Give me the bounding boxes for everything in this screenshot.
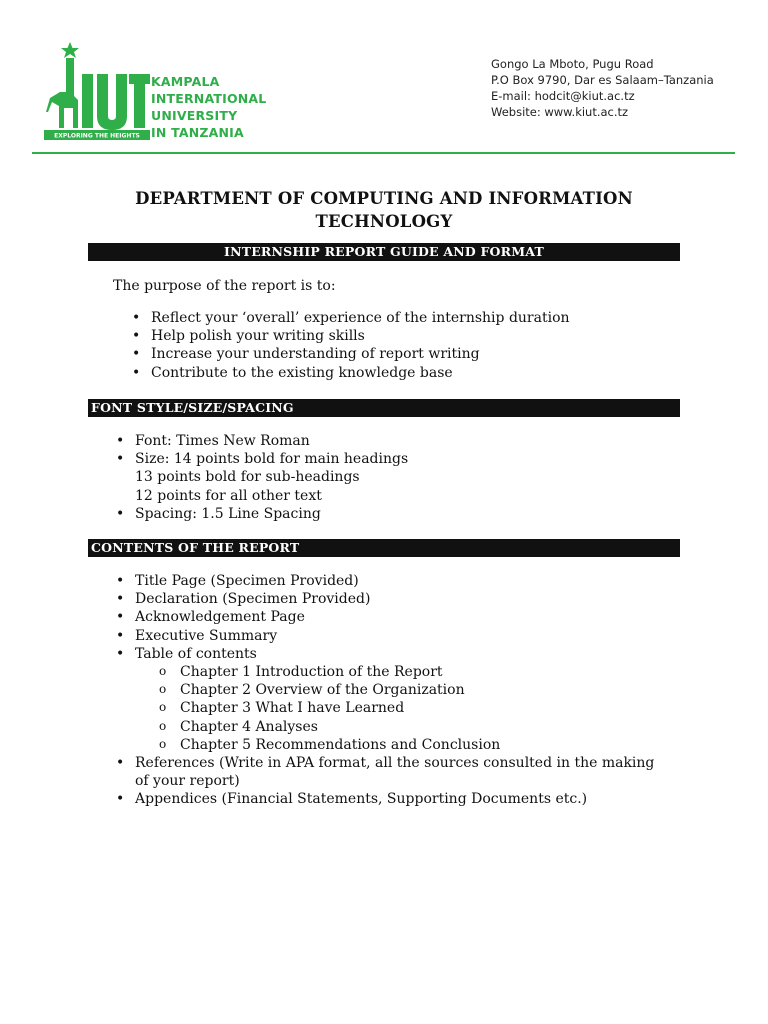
address-po-box: P.O Box 9790, Dar es Salaam–Tanzania [491,73,714,87]
font-list [112,432,408,523]
chapter-item: o Chapter 5 Recommendations and Conclusion [112,736,654,754]
list-item: • Executive Summary [112,627,654,645]
address-email: E-mail: hodcit@kiut.ac.tz [491,89,635,103]
section-heading-font: FONT STYLE/SIZE/SPACING [88,399,680,417]
list-item: • Title Page (Specimen Provided) [112,572,654,590]
section-heading-guide: INTERNSHIP REPORT GUIDE AND FORMAT [88,243,680,261]
chapter-item: o Chapter 1 Introduction of the Report [112,663,654,681]
logo-tagline: EXPLORING THE HEIGHTS [54,132,140,140]
list-item: • Declaration (Specimen Provided) [112,590,654,608]
department-title [100,187,668,233]
chapter-item: o Chapter 4 Analyses [112,718,654,736]
list-item-continuation: 12 points for all other text [135,487,322,504]
list-item: • Size: 14 points bold for main headings [112,450,408,468]
giraffe-logo-icon [44,40,150,140]
purpose-intro: The purpose of the report is to: [113,278,336,294]
list-item: • Contribute to the existing knowledge base [128,364,570,382]
department-title-line: TECHNOLOGY [315,212,453,231]
list-item: • References (Write in APA format, all the sources consulted in the making [112,754,654,772]
address-street: Gongo La Mboto, Pugu Road [491,57,654,71]
department-title-line: DEPARTMENT OF COMPUTING AND INFORMATION [135,189,633,208]
university-name-line: IN TANZANIA [151,125,244,140]
contents-list [112,572,654,809]
list-item: • Font: Times New Roman [112,432,408,450]
list-item-continuation: 13 points bold for sub-headings [135,469,360,486]
contact-address [491,56,714,120]
university-name-line: INTERNATIONAL [151,91,267,106]
list-item: • Table of contents [112,645,654,663]
list-item: • Spacing: 1.5 Line Spacing [112,505,408,523]
purpose-list [128,309,570,382]
list-item: • Reflect your ‘overall’ experience of the internship duration [128,309,570,327]
kiut-logo [44,40,276,140]
list-item-continuation: of your report) [135,773,240,790]
list-item: • Acknowledgement Page [112,608,654,626]
list-item: • Appendices (Financial Statements, Supporting Documents etc.) [112,790,654,808]
university-name-line: KAMPALA [151,74,220,89]
address-website: Website: www.kiut.ac.tz [491,105,629,119]
university-name-line: UNIVERSITY [151,108,238,123]
list-item: • Increase your understanding of report writing [128,345,570,363]
section-heading-contents: CONTENTS OF THE REPORT [88,539,680,557]
chapter-item: o Chapter 3 What I have Learned [112,699,654,717]
chapter-item: o Chapter 2 Overview of the Organization [112,681,654,699]
list-item: • Help polish your writing skills [128,327,570,345]
header-divider [32,152,735,154]
university-name [151,73,266,141]
